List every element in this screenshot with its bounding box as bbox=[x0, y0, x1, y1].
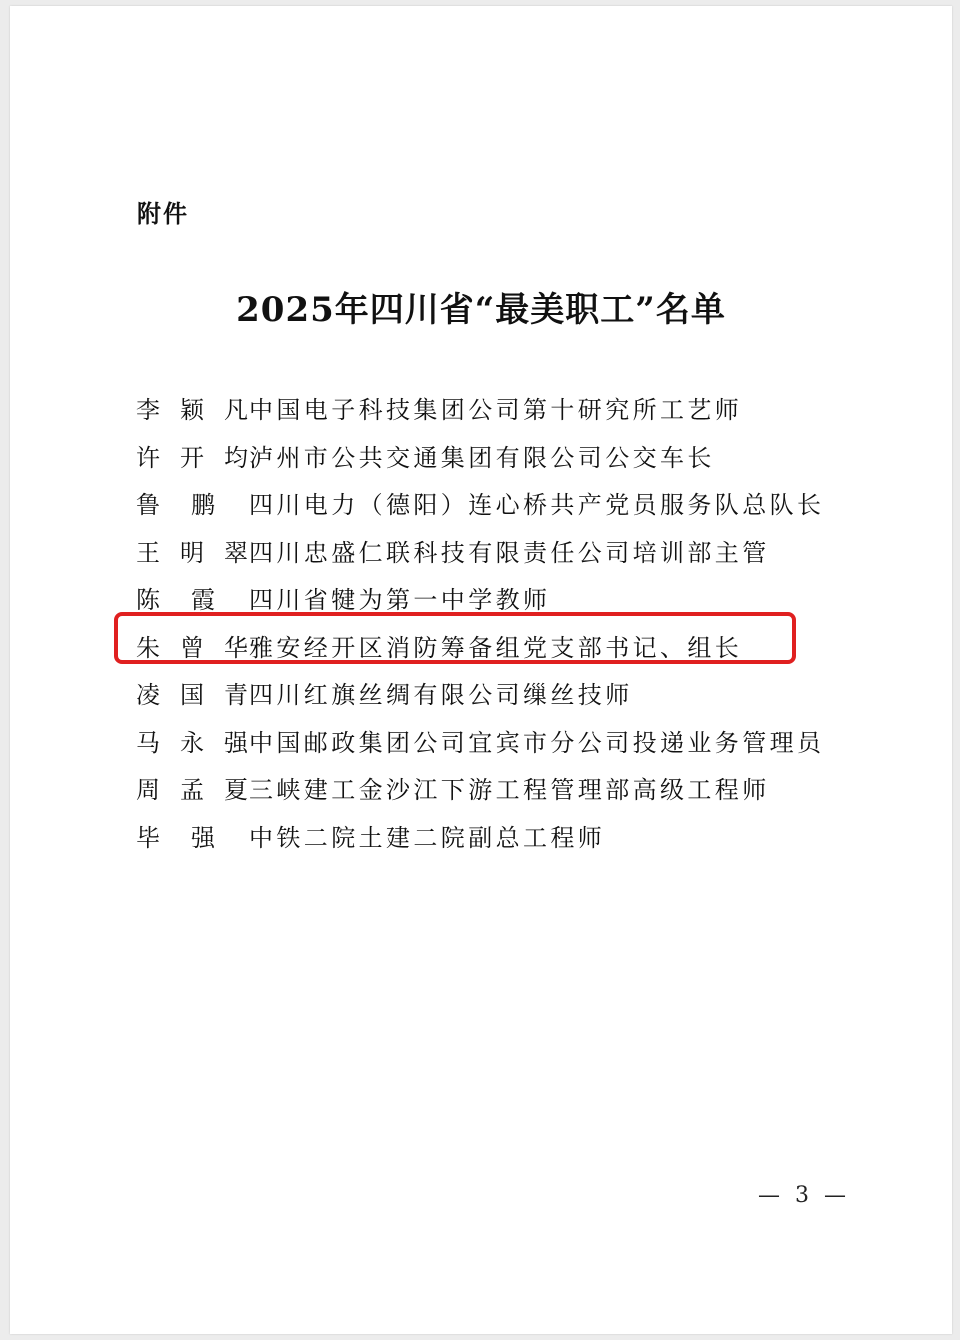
attachment-label: 附件 bbox=[137, 200, 189, 228]
honoree-name: 凌 国 青 bbox=[136, 681, 248, 710]
page-number: — 3 — bbox=[758, 1183, 850, 1208]
list-item bbox=[136, 574, 916, 622]
honoree-name: 王 明 翠 bbox=[136, 538, 248, 567]
list-item bbox=[136, 669, 916, 717]
document-page bbox=[10, 6, 952, 1334]
list-item-highlighted bbox=[136, 622, 916, 670]
honoree-name: 陈 霞 bbox=[136, 586, 215, 615]
list-item bbox=[136, 812, 916, 860]
honoree-list bbox=[136, 384, 916, 859]
list-item bbox=[136, 717, 916, 765]
honoree-description: 中铁二院土建二院副总工程师 bbox=[249, 823, 606, 852]
honoree-name: 马 永 强 bbox=[136, 728, 248, 757]
honoree-description: 四川红旗丝绸有限公司缫丝技师 bbox=[249, 681, 633, 710]
honoree-description: 泸州市公共交通集团有限公司公交车长 bbox=[249, 443, 715, 472]
honoree-description: 中国电子科技集团公司第十研究所工艺师 bbox=[249, 396, 743, 425]
honoree-description: 四川忠盛仁联科技有限责任公司培训部主管 bbox=[249, 538, 770, 567]
honoree-description: 四川电力（德阳）连心桥共产党员服务队总队长 bbox=[249, 491, 825, 520]
list-item bbox=[136, 432, 916, 480]
honoree-name: 周 孟 夏 bbox=[136, 776, 248, 805]
honoree-description: 雅安经开区消防筹备组党支部书记、组长 bbox=[249, 633, 743, 662]
list-item bbox=[136, 527, 916, 575]
honoree-name: 毕 强 bbox=[136, 823, 215, 852]
honoree-name: 李 颖 凡 bbox=[136, 396, 248, 425]
list-item bbox=[136, 764, 916, 812]
list-item bbox=[136, 479, 916, 527]
honoree-description: 中国邮政集团公司宜宾市分公司投递业务管理员 bbox=[249, 728, 825, 757]
honoree-name: 许 开 均 bbox=[136, 443, 248, 472]
honoree-name: 朱 曾 华 bbox=[136, 633, 248, 662]
list-item bbox=[136, 384, 916, 432]
honoree-description: 三峡建工金沙江下游工程管理部高级工程师 bbox=[249, 776, 770, 805]
honoree-name: 鲁 鹏 bbox=[136, 491, 215, 520]
honoree-description: 四川省犍为第一中学教师 bbox=[249, 586, 551, 615]
document-title: 2025年四川省“最美职工”名单 bbox=[236, 290, 726, 330]
